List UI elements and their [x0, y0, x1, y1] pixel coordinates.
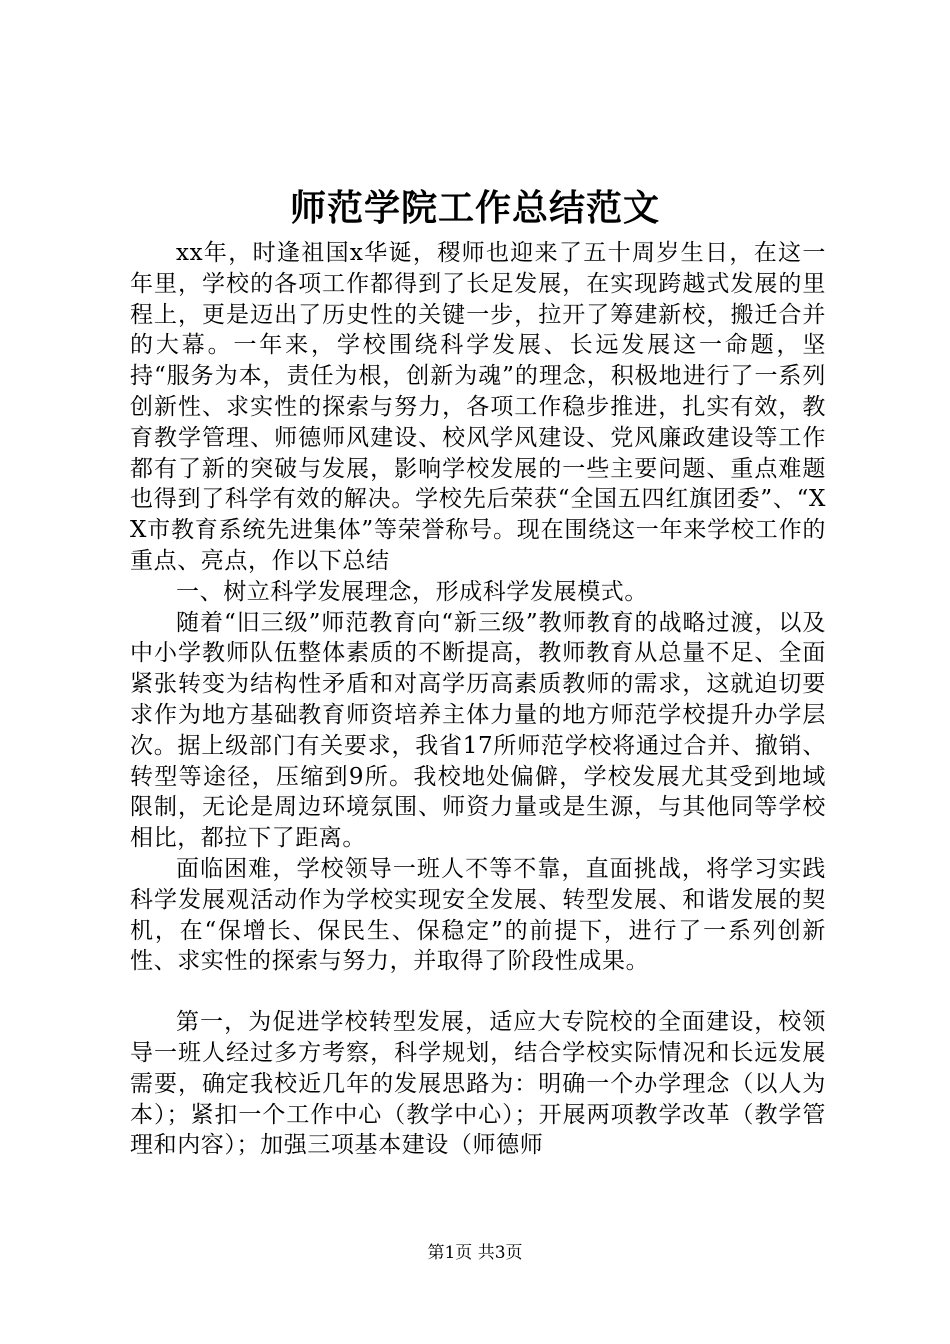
- paragraph-background: 随着“旧三级”师范教育向“新三级”教师教育的战略过渡，以及中小学教师队伍整体素质的不断提高，教师教育从总量不足、全面紧张转变为结构性矛盾和对高学历高素质教师的需求，这就迫切要求作为地方基础教育师资培养主体力量的地方师范学校提升办学层次。据上级部门有关要求，我省17所师范学校将通过合并、撤销、转型等途径，压缩到9所。我校地处偏僻，学校发展尤其受到地域限制，无论是周边环境氛围、师资力量或是生源，与其他同等学校相比，都拉下了距离。: [130, 609, 826, 852]
- paragraph-challenges: 面临困难，学校领导一班人不等不靠，直面挑战，将学习实践科学发展观活动作为学校实现安全发展、转型发展、和谐发展的契机，在“保增长、保民生、保稳定”的前提下，进行了一系列创新性、求实性的探索与努力，并取得了阶段性成果。: [130, 855, 826, 975]
- document-body: [130, 238, 826, 1161]
- page-footer: 第1页 共3页: [427, 1243, 523, 1263]
- paragraph-first-point: 第一，为促进学校转型发展，适应大专院校的全面建设，校领导一班人经过多方考察，科学规划，结合学校实际情况和长远发展需要，确定我校近几年的发展思路为：明确一个办学理念（以人为本）；紧扣一个工作中心（教学中心）；开展两项教学改革（教学管理和内容）；加强三项基本建设（师德师: [130, 1009, 826, 1159]
- document-title: 师范学院工作总结范文: [289, 187, 660, 229]
- paragraph-intro: xx年，时逢祖国x华诞，稷师也迎来了五十周岁生日，在这一年里，学校的各项工作都得到了长足发展，在实现跨越式发展的里程上，更是迈出了历史性的关键一步，拉开了筹建新校，搬迁合并的大幕。一年来，学校围绕科学发展、长远发展这一命题，坚持“服务为本，责任为根，创新为魂”的理念，积极地进行了一系列创新性、求实性的探索与努力，各项工作稳步推进，扎实有效，教育教学管理、师德师风建设、校风学风建设、党风廉政建设等工作都有了新的突破与发展，影响学校发展的一些主要问题、重点难题也得到了科学有效的解决。学校先后荣获“全国五四红旗团委”、“XX市教育系统先进集体”等荣誉称号。现在围绕这一年来学校工作的重点、亮点，作以下总结: [130, 240, 826, 574]
- paragraph-section-heading: 一、树立科学发展理念，形成科学发展模式。: [176, 578, 648, 605]
